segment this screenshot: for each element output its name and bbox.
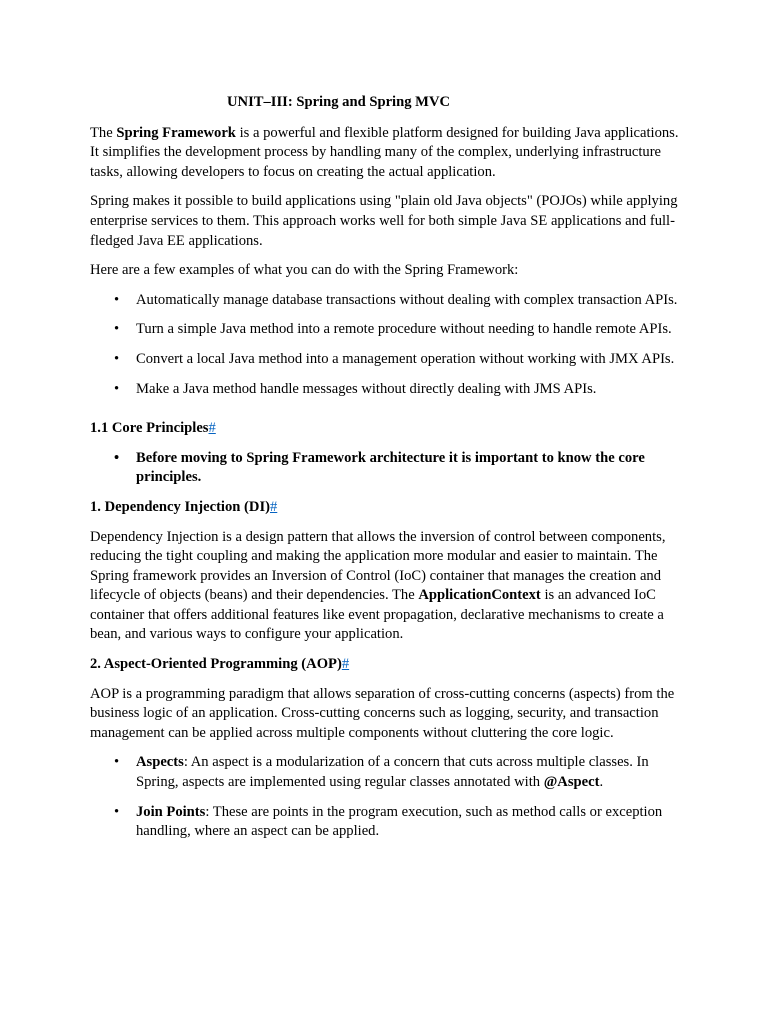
heading-text: 2. Aspect-Oriented Programming (AOP)	[90, 656, 342, 673]
document-page	[90, 93, 680, 852]
heading-anchor-link[interactable]: #	[341, 656, 350, 673]
item-text: : These are points in the program execution, such as method calls or exception handling, where an aspect can be applied.	[136, 803, 663, 840]
list-item: • Before moving to Spring Framework architecture it is important to know the core principles.	[90, 449, 680, 488]
list-item: • Make a Java method handle messages without directly dealing with JMS APIs.	[90, 380, 680, 400]
intro-text-end: is a powerful and flexible platform designed for building Java applications. It simplifies the development process by handling many of the complex, underlying infrastructure tasks, allowing developers to focus on creating the actual application.	[90, 124, 679, 180]
di-heading	[90, 498, 680, 518]
item-text: : An aspect is a modularization of a concern that cuts across multiple classes. In Spring, aspects are implemented using regular classes annotated with	[136, 754, 649, 791]
page-title: UNIT–III: Spring and Spring MVC	[227, 94, 451, 110]
aop-list	[90, 753, 680, 841]
examples-list	[90, 291, 680, 399]
examples-lead: Here are a few examples of what you can do with the Spring Framework:	[90, 262, 519, 279]
di-text-start: Dependency Injection is a design pattern that allows the inversion of control between components, reducing the tight coupling and making the application more modular and easier to maintain. The Spring framework provides an Inversion of Control (IoC) container that manages the creation and lifecycle of objects (beans) and their dependencies. The	[90, 528, 666, 604]
item-text-end: .	[599, 774, 604, 791]
di-bold-term: ApplicationContext	[418, 587, 541, 604]
heading-text: 1.1 Core Principles	[90, 420, 209, 437]
pojo-paragraph: Spring makes it possible to build applications using "plain old Java objects" (POJOs) while applying enterprise services to them. This approach works well for both simple Java SE applications and full-fledged Java EE applications.	[90, 193, 678, 249]
heading-anchor-link[interactable]: #	[269, 498, 278, 515]
core-principles-list	[90, 449, 680, 488]
heading-anchor-link[interactable]: #	[208, 420, 216, 437]
di-text-end: is an advanced IoC container that offers additional features like event propagation, declarative mechanisms to create a bean, and various ways to configure your application.	[90, 587, 664, 643]
intro-bold-term: Spring Framework	[116, 124, 236, 141]
list-item	[90, 803, 680, 842]
aop-heading	[90, 655, 680, 675]
di-paragraph	[90, 528, 680, 646]
core-principles-heading	[90, 419, 680, 439]
item-code: @Aspect	[543, 774, 600, 791]
intro-paragraph	[90, 124, 680, 183]
list-item: • Convert a local Java method into a management operation without working with JMX APIs.	[90, 350, 680, 370]
list-item: • Turn a simple Java method into a remote procedure without needing to handle remote APIs.	[90, 320, 680, 340]
heading-text: 1. Dependency Injection (DI)	[90, 498, 270, 515]
item-term: Join Points	[136, 803, 206, 820]
aop-paragraph: AOP is a programming paradigm that allows separation of cross-cutting concerns (aspects) from the business logic of an application. Cross-cutting concerns such as logging, security, and transaction management can be applied across multiple components without cluttering the core logic.	[90, 685, 675, 741]
item-term: Aspects	[136, 754, 184, 771]
list-item	[90, 753, 680, 792]
intro-text-start: The	[90, 124, 117, 141]
list-item: • Automatically manage database transactions without dealing with complex transaction APIs.	[90, 291, 680, 311]
